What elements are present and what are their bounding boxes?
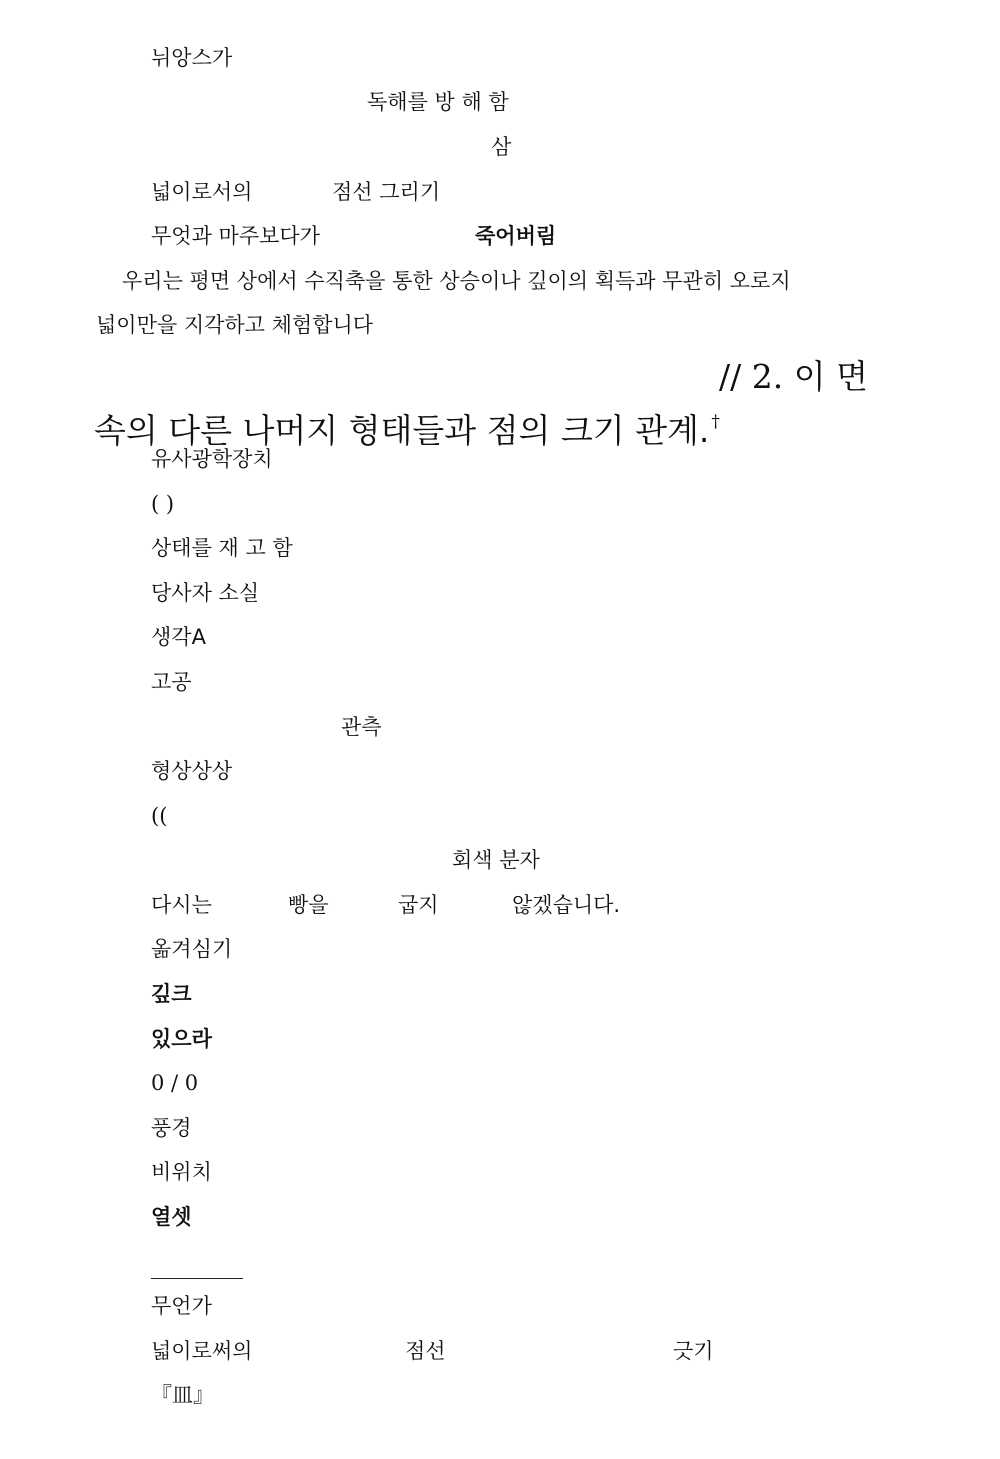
footnote-line: 『皿』 [151, 1383, 214, 1407]
text-line: ( ) [151, 492, 175, 516]
text-line: 점선 그리기 [332, 180, 441, 204]
text-line: 굽지 [398, 893, 439, 917]
paragraph-line: 넓이만을 지각하고 체험합니다 [96, 313, 374, 337]
text-line: 상태를 재 고 함 [151, 536, 293, 560]
text-line: (( [151, 804, 168, 828]
text-line-bold: 죽어버림 [475, 224, 557, 248]
text-line-bold: 열셋 [151, 1205, 192, 1229]
text-line-bold: 있으라 [151, 1027, 212, 1051]
footnote-line: 긋기 [673, 1339, 714, 1363]
text-line: 독해를 방 해 함 [367, 90, 509, 114]
text-line: 관측 [341, 715, 382, 739]
text-line: 옮겨심기 [151, 937, 233, 961]
text-line: 넓이로서의 [151, 180, 253, 204]
text-line: 0 / 0 [151, 1071, 199, 1095]
text-line: 풍경 [151, 1116, 192, 1140]
section-heading-line [94, 402, 720, 451]
text-line: 생각A [151, 625, 206, 649]
text-line: 비위치 [151, 1160, 212, 1184]
text-line: 고공 [151, 670, 192, 694]
text-line: 뉘앙스가 [151, 46, 233, 70]
text-line: 다시는 [151, 893, 212, 917]
text-line: 유사광학장치 [151, 447, 273, 471]
footnote-divider [151, 1278, 243, 1279]
paragraph-line: 우리는 평면 상에서 수직축을 통한 상승이나 깊이의 획득과 무관히 오로지 [122, 269, 791, 293]
text-line: 삼 [491, 135, 512, 159]
text-line: 당사자 소실 [151, 581, 260, 605]
text-line: 빵을 [288, 893, 329, 917]
footnote-line: 점선 [405, 1339, 446, 1363]
text-line: 형상상상 [151, 759, 233, 783]
text-line: 않겠습니다. [512, 893, 621, 917]
section-heading: // 2. 이 면 [719, 357, 868, 396]
text-line: 무엇과 마주보다가 [151, 224, 320, 248]
footnote-line: 무언가 [151, 1294, 212, 1318]
text-line-bold: 깊크 [151, 982, 192, 1006]
footnote-line: 넓이로써의 [151, 1339, 253, 1363]
text-line: 회색 분자 [452, 848, 540, 872]
section-heading-text: 속의 다른 나머지 형태들과 점의 크기 관계. [94, 411, 710, 450]
footnote-mark: † [711, 412, 720, 432]
